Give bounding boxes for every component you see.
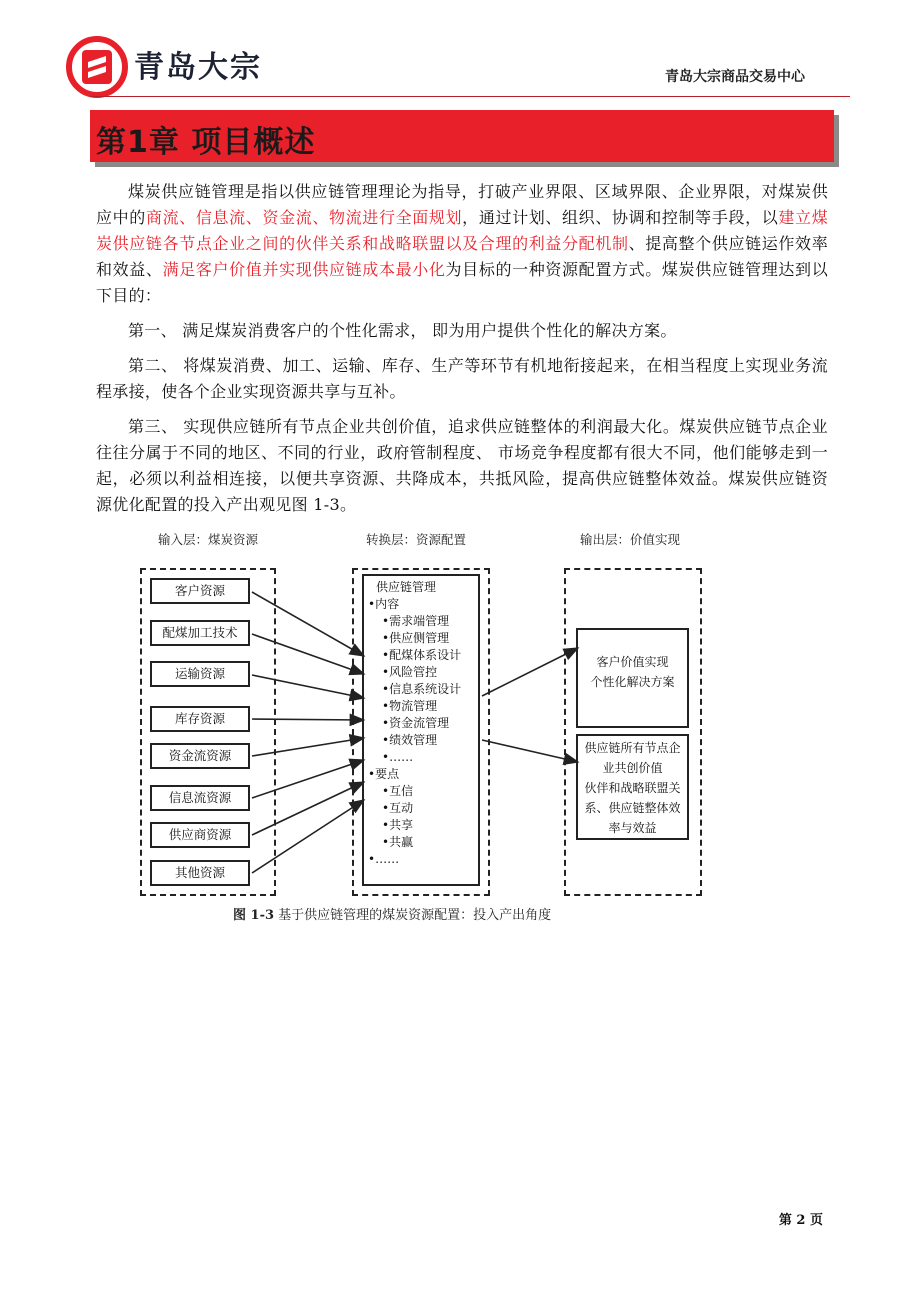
p1-highlight-3: 满足客户价值并实现供应链成本最小化 (162, 260, 446, 279)
arrow-line (482, 740, 578, 762)
chapter-banner (90, 110, 834, 162)
middle-item: •互信 (382, 784, 414, 798)
middle-title: 供应链管理 (376, 580, 437, 594)
input-box: 其他资源 (150, 860, 250, 886)
arrow-line (252, 675, 364, 698)
arrow-line (252, 634, 364, 674)
middle-section-label: •要点 (368, 767, 400, 781)
output-line: 供应链所有节点企 (584, 741, 681, 755)
header-org-name: 青岛大宗商品交易中心 (665, 69, 805, 85)
paragraph-1 (96, 179, 828, 309)
paragraph-3: 第二、 将煤炭消费、加工、运输、库存、生产等环节有机地衔接起来，在相当程度上实现业务流程承接，使各个企业实现资源共享与互补。 (96, 356, 828, 401)
figure-number: 图 1-3 (233, 908, 275, 923)
transform-layer-label: 转换层：资源配置 (366, 532, 467, 547)
middle-item: •共赢 (382, 835, 414, 849)
middle-item: •物流管理 (382, 699, 438, 713)
output-line: 率与效益 (608, 821, 657, 835)
middle-item: •…… (382, 750, 414, 764)
input-box: 配煤加工技术 (150, 620, 250, 646)
output-layer-label: 输出层：价值实现 (580, 532, 681, 547)
middle-item: •资金流管理 (382, 716, 450, 730)
p1-text-c: ，通过计划、组织、协调和控制等手段，以 (462, 208, 779, 227)
figure-caption (233, 904, 551, 923)
paragraph-4: 第三、 实现供应链所有节点企业共创价值，追求供应链整体的利润最大化。煤炭供应链节点企业往往分属于不同的地区、不同的行业，政府管制程度、 市场竞争程度都有很大不同，他们能够走到一起，必须以利益相连接，以便共享资源、共降成本，共抵风险，提高供应链整体效益。煤炭供应链资源优化配置的投入产出观见图 1-3。 (96, 417, 828, 514)
page-number: 第 2 页 (778, 1213, 823, 1228)
figure-1-3 (140, 530, 710, 930)
figure-caption-text: 基于供应链管理的煤炭资源配置：投入产出角度 (278, 908, 552, 923)
arrow-line (252, 760, 364, 798)
arrow-line (252, 800, 364, 873)
p1-text-a: 煤炭供应链管理是指以供应链管理理论为指导，打破产业界限、区域界限、企业界限，对煤炭供应中的 (96, 182, 828, 227)
p1-highlight-1: 商流、信息流、资金流、物流进行全面规划 (145, 208, 463, 227)
middle-item: •信息系统设计 (382, 682, 462, 696)
paragraph-2: 第一、 满足煤炭消费客户的个性化需求， 即为用户提供个性化的解决方案。 (128, 321, 677, 340)
middle-item: •互动 (382, 801, 414, 815)
middle-item: •共享 (382, 818, 414, 832)
input-box: 信息流资源 (150, 785, 250, 811)
middle-item: •…… (368, 852, 400, 866)
flow-arrows (140, 530, 710, 910)
middle-item: •风险管控 (382, 665, 438, 679)
chapter-title: 第1章 项目概述 (96, 125, 316, 160)
input-box: 运输资源 (150, 661, 250, 687)
middle-item: •绩效管理 (382, 733, 438, 747)
output-line: 业共创价值 (602, 761, 663, 775)
middle-section-label: •内容 (368, 597, 400, 611)
arrow-line (252, 719, 364, 720)
input-box: 客户资源 (150, 578, 250, 604)
arrow-line (252, 592, 364, 656)
p1-text-g: 为目标的一种资源配置方式。煤炭供应链管理达到以下目的： (96, 260, 828, 305)
input-box: 供应商资源 (150, 822, 250, 848)
output-line: 伙伴和战略联盟关 (584, 781, 681, 795)
body-text (96, 179, 828, 527)
middle-item: •需求端管理 (382, 614, 450, 628)
p1-highlight-2: 建立煤炭供应链各节点企业之间的伙伴关系和战略联盟以及合理的利益分配机制 (96, 208, 828, 253)
output-line: 个性化解决方案 (590, 675, 675, 689)
output-line: 客户价值实现 (596, 655, 669, 669)
input-layer-label: 输入层：煤炭资源 (158, 532, 259, 547)
input-box: 资金流资源 (150, 743, 250, 769)
header-divider (90, 96, 850, 97)
input-box: 库存资源 (150, 706, 250, 732)
middle-item: •供应侧管理 (382, 631, 450, 645)
middle-item: •配煤体系设计 (382, 648, 462, 662)
arrow-line (252, 738, 364, 756)
p1-text-e: 、提高整个供应链运作效率和效益、 (96, 234, 828, 279)
arrow-line (252, 782, 364, 835)
logo-mark-icon (66, 36, 128, 98)
logo (66, 36, 296, 96)
arrow-line (482, 648, 578, 696)
output-line: 系、供应链整体效 (584, 801, 681, 815)
logo-text: 青岛大宗 (134, 50, 262, 85)
